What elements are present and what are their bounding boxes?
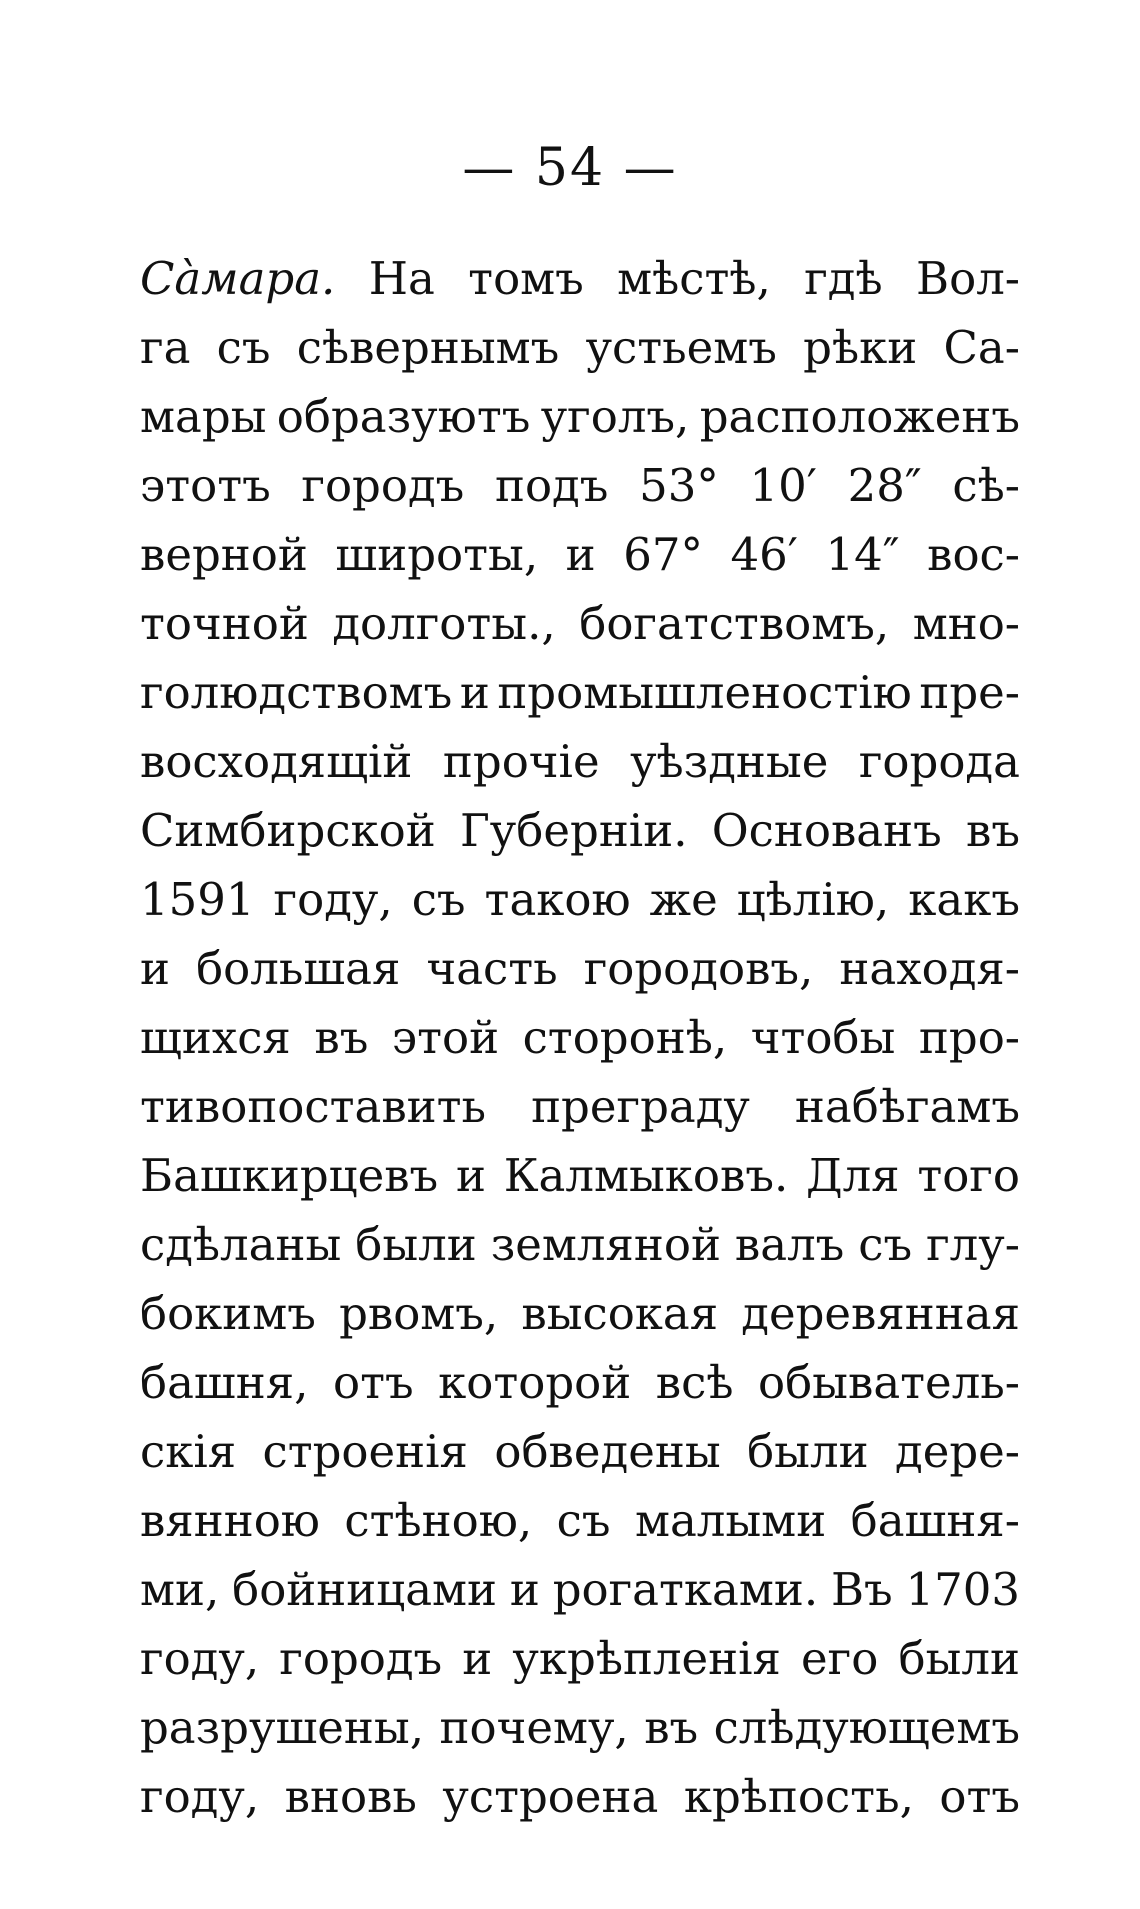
text-line: сдѣланы были земляной валъ съ глу-: [140, 1218, 1020, 1271]
text-line: скія строенія обведены были дере-: [140, 1425, 1020, 1478]
text-line: башня, отъ которой всѣ обыватель-: [140, 1356, 1020, 1409]
text-line: Сàмара. На томъ мѣстѣ, гдѣ Вол-: [140, 252, 1020, 305]
text-line: и большая часть городовъ, находя-: [140, 942, 1020, 995]
text-line: тивопоставить преграду набѣгамъ: [140, 1080, 1020, 1133]
text-line: году, вновь устроена крѣпость, отъ: [140, 1770, 1020, 1823]
text-line: точной долготы., богатствомъ, мно-: [140, 597, 1020, 650]
text-line: году, городъ и укрѣпленія его были: [140, 1632, 1020, 1685]
text-line: голюдствомъ и промышленостію пре-: [140, 666, 1020, 719]
text-line: разрушены, почему, въ слѣдующемъ: [140, 1701, 1020, 1754]
text-line: щихся въ этой сторонѣ, чтобы про-: [140, 1011, 1020, 1064]
text-line: 1591 году, съ такою же цѣлію, какъ: [140, 873, 1020, 926]
text-line: бокимъ рвомъ, высокая деревянная: [140, 1287, 1020, 1340]
text-line: ми, бойницами и рогатками. Въ 1703: [140, 1563, 1020, 1616]
text-line: мары образуютъ уголъ, расположенъ: [140, 390, 1020, 443]
text-line: Симбирской Губерніи. Основанъ въ: [140, 804, 1020, 857]
page-number: — 54 —: [462, 138, 678, 198]
text-line: этотъ городъ подъ 53° 10′ 28″ сѣ-: [140, 459, 1020, 512]
text-line: Башкирцевъ и Калмыковъ. Для того: [140, 1149, 1020, 1202]
text-line: верной широты, и 67° 46′ 14″ вос-: [140, 528, 1020, 581]
text-line: га съ сѣвернымъ устьемъ рѣки Са-: [140, 321, 1020, 374]
text-line: восходящій прочіе уѣздные города: [140, 735, 1020, 788]
text-line: вянною стѣною, съ малыми башня-: [140, 1494, 1020, 1547]
body-paragraph: [140, 244, 1020, 1831]
